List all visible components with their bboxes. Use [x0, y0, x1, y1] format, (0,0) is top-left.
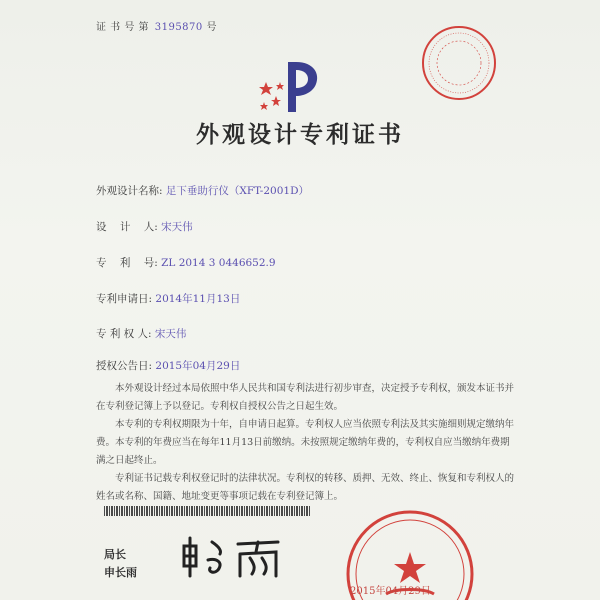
designer-label: 设 计 人: [96, 221, 158, 233]
design-name-field [96, 183, 309, 198]
handwritten-signature-icon [178, 532, 308, 582]
grant-date-value: 2015年04月29日 [155, 360, 241, 372]
red-seal-top-icon [420, 24, 498, 102]
director-title: 局长 [104, 548, 126, 561]
certificate-body [96, 380, 516, 506]
designer-field [96, 219, 193, 234]
body-paragraph-1: 本外观设计经过本局依照中华人民共和国专利法进行初步审查，决定授予专利权，颁发本证书并在专利登记簿上予以登记。专利权自授权公告之日起生效。 [96, 383, 515, 412]
certificate-number-suffix: 号 [206, 22, 217, 33]
body-paragraph-2: 本专利的专利权期限为十年，自申请日起算。专利权人应当依照专利法及其实施细则规定缴纳年费。本专利的年费应当在每年11月13日前缴纳。未按照规定缴纳年费的，专利权自应当缴纳年费期满之日起终止。 [96, 419, 515, 466]
design-name-label: 外观设计名称: [96, 185, 163, 197]
patentee-field [96, 326, 186, 341]
director-name: 申长雨 [104, 566, 137, 579]
patent-office-emblem-icon [258, 56, 328, 116]
patentee-label: 专 利 权 人: [96, 328, 152, 340]
patent-number-label: 专 利 号: [96, 257, 158, 269]
seal-date: 2015年04月29日 [350, 586, 431, 597]
certificate-number [96, 18, 217, 33]
barcode [104, 506, 310, 516]
body-paragraph-3: 专利证书记载专利权登记时的法律状况。专利权的转移、质押、无效、终止、恢复和专利权人的姓名或名称、国籍、地址变更等事项记载在专利登记簿上。 [96, 473, 515, 502]
certificate-number-label: 证 书 号 第 [96, 22, 150, 33]
grant-date-field [96, 358, 240, 373]
filing-date-field [96, 291, 240, 306]
patentee-value: 宋天伟 [154, 328, 187, 340]
certificate-number-value: 3195870 [154, 22, 203, 33]
designer-value: 宋天伟 [161, 221, 193, 233]
certificate-title: 外观设计专利证书 [196, 122, 404, 148]
filing-date-label: 专利申请日: [96, 293, 153, 305]
grant-date-label: 授权公告日: [96, 360, 153, 372]
patent-number-field [96, 255, 276, 270]
filing-date-value: 2014年11月13日 [155, 293, 241, 305]
design-name-value: 足下垂助行仪（XFT-2001D） [165, 185, 309, 197]
patent-number-value: ZL 2014 3 0446652.9 [161, 257, 276, 269]
